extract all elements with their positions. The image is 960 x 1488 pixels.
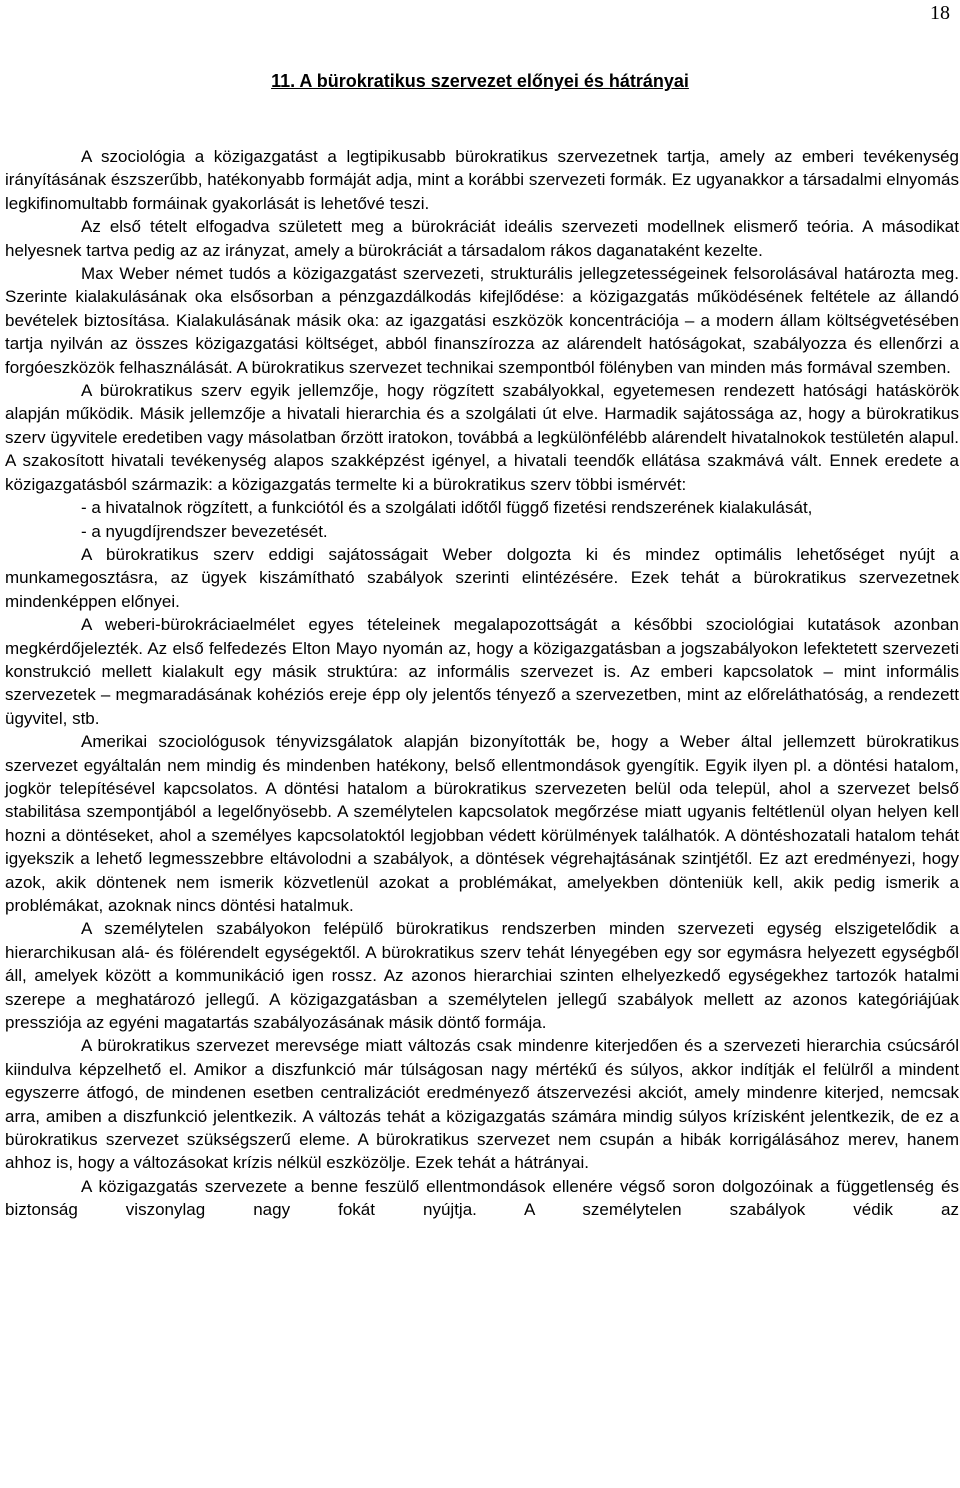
paragraph: A személytelen szabályokon felépülő bürokratikus rendszerben minden szervezeti egység elszigetelődik a hierarchikusan alá- és fölérendelt egységektől. A bürokratikus szerv tehát lényegében egy sor egymásra helyezett egységből áll, amelyek között a kommunikáció igen rossz. Az azonos hierarchiai szinten elhelyezkedő egységekhez tartozók hatalmi szerepe a meghatározó jellegű. A közigazgatásban a személytelen jellegű szabályok mellett az azonos kategóriájúak pressziója az egyéni magatartás szabályozásának másik döntő formája.	[5, 919, 959, 1033]
paragraph: Max Weber német tudós a közigazgatást szervezeti, strukturális jellegzetességeinek felsorolásával határozta meg. Szerinte kialakulásának oka elsősorban a pénzgazdálkodás kifejlődése: a közigazgatás működésének feltétele az állandó bevételek biztosítása. Kialakulásának másik oka: az igazgatási eszközök koncentrációja – a modern állam költségvetésében tartja nyilván az összes közigazgatási költséget, abból finanszírozza az alárendelt hatóságokat, szabályozza és ellenőrzi a forgóeszközök felhasználását. A bürokratikus szervezet technikai szempontból fölényben van minden más formával szemben.	[5, 264, 959, 377]
paragraph: Amerikai szociológusok tényvizsgálatok alapján bizonyították be, hogy a Weber által jellemzett bürokratikus szervezet egyáltalán nem mindig és mindenben hatékony, belső ellentmondások gyengítik. Egyik ilyen pl. a döntési hatalom, jogkör telepítésével kapcsolatos. A döntési hatalom a bürokratikus szervezeten belül oda települ, ahol a szervezet belső stabilitása szempontjából a legelőnyösebb. A személytelen kapcsolatok megőrzése miatt ugyanis feltétlenül olyan helyen kell hozni a döntéseket, ahol a személyes kapcsolatoktól legjobban védett körülmények találhatók. A döntéshozatali hatalom tehát igyekszik a lehető legmesszebbre eltávolodni a szabályok, a döntések végrehajtásának szintjétől. Ez azt eredményezi, hogy azok, akik döntenek nem ismerik közvetlenül azokat a problémákat, amelyekben dönteniük kell, akik pedig ismerik a problémákat, azoknak nincs döntési hatalmuk.	[5, 732, 959, 915]
paragraph: A bürokratikus szervezet merevsége miatt változás csak mindenre kiterjedően és a szervezeti hierarchia csúcsáról kiindulva képzelhető el. Amikor a diszfunkció már túlságosan nagy mértékű és súlyos, akkor indítják el felülről a mindent egyszerre átfogó, de mindenen esetben centralizációt eredményező átszervezési akciót, amely mindenre kiterjed, nemcsak arra, amiben a diszfunkció jelentkezik. A változás tehát a közigazgatás számára mindig súlyos krízisként jelentkezik, de ez a bürokratikus szervezet szükségszerű eleme. A bürokratikus szervezet nem csupán a hibák korrigálásához merev, hanem ahhoz is, hogy a változásokat krízis nélkül eszközölje. Ezek tehát a hátrányai.	[5, 1036, 959, 1173]
paragraph: Az első tételt elfogadva született meg a bürokráciát ideális szervezeti modellnek elismerő teória. A másodikat helyesnek tartva pedig az az irányzat, amely a bürokráciát a társadalom rákos daganataként kezelte.	[5, 217, 959, 260]
list-item: - a hivatalnok rögzített, a funkciótól és a szolgálati időtől függő fizetési rendszerének kialakulását,	[81, 498, 813, 518]
paragraph: A weberi-bürokráciaelmélet egyes tételeinek megalapozottságát a későbbi szociológiai kutatások azonban megkérdőjelezték. Az első felfedezés Elton Mayo nyomán az, hogy a közigazgatásban a jogszabályokon lefektetett szervezeti konstrukció mellett kialakult egy másik struktúra: az informális szervezet is. Az emberi kapcsolatok – mint informális szervezetek – megmaradásának kohéziós ereje épp oly jelentős tényező a szervezetben, mint az előreláthatóság, a rendezett ügyvitel, stb.	[5, 615, 959, 728]
paragraph: A szociológia a közigazgatást a legtipikusabb bürokratikus szervezetnek tartja, amely az emberi tevékenység irányításának észszerűbb, hatékonyabb formáját adja, mint a korábbi szervezeti formák. Ez ugyanakkor a társadalmi elnyomás legkifinomultabb formáinak gyakorlását is lehetővé teszi.	[5, 147, 959, 213]
body-text	[5, 145, 959, 1222]
paragraph: A közigazgatás szervezete a benne feszülő ellentmondások ellenére végső soron dolgozóinak a függetlenség és biztonság viszonylag nagy fokát nyújtja. A személytelen szabályok védik az	[5, 1176, 959, 1220]
page-number: 18	[930, 2, 950, 24]
paragraph: A bürokratikus szerv egyik jellemzője, hogy rögzített szabályokkal, egyetemesen rendezett hatósági hatáskörök alapján működik. Másik jellemzője a hivatali hierarchia és a szolgálati út elve. Harmadik sajátossága az, hogy a bürokratikus szerv ügyvitele eredetiben vagy másolatban őrzött iratokon, továbbá a legkülönfélébb alárendelt hivatalnokok testületén alapul. A szakosított hivatali tevékenység alapos szakképzést igényel, a hivatali teendők ellátása szakmává vált. Ennek eredete a közigazgatásból származik: a közigazgatás termelte ki a bürokratikus szerv többi ismérvét:	[5, 381, 959, 494]
paragraph: A bürokratikus szerv eddigi sajátosságait Weber dolgozta ki és mindez optimális lehetőséget nyújt a munkamegosztásra, az ügyek kiszámítható szabályok szerinti elintézésére. Ezek tehát a bürokratikus szervezetnek mindenképpen előnyei.	[5, 544, 959, 611]
section-title: 11. A bürokratikus szervezet előnyei és hátrányai	[271, 71, 689, 91]
list-item: - a nyugdíjrendszer bevezetését.	[81, 521, 328, 541]
